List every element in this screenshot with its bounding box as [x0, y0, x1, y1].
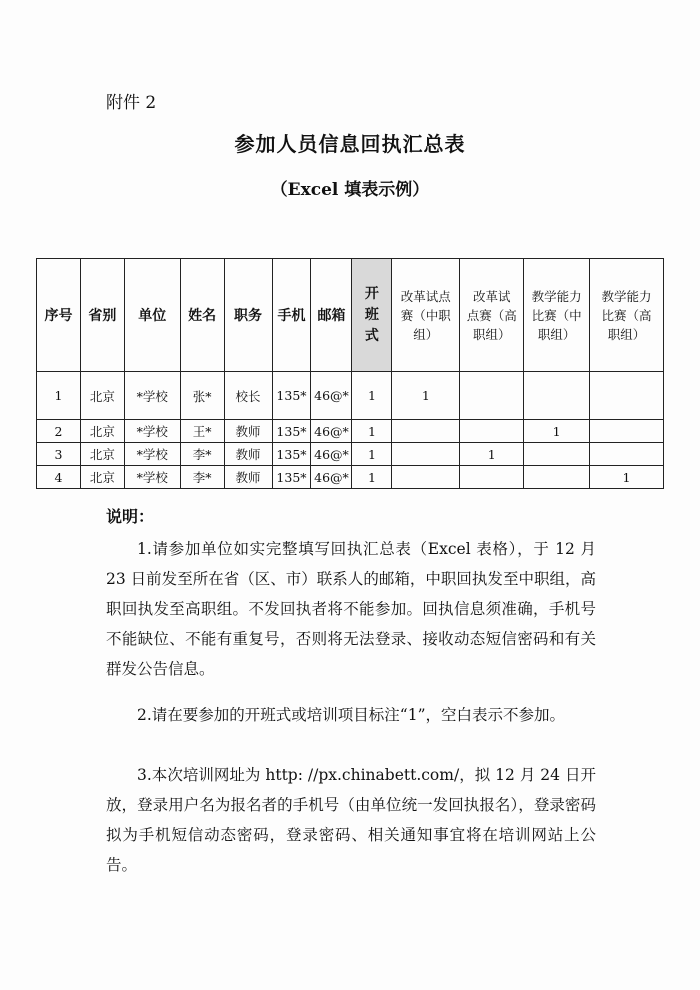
table-header-row	[37, 259, 664, 372]
table-cell: 1	[352, 466, 392, 489]
note-paragraph-2: 2.请在要参加的开班式或培训项目标注“1”，空白表示不参加。	[137, 706, 566, 724]
document-title: 参加人员信息回执汇总表	[234, 132, 466, 156]
table-cell: 北京	[80, 420, 124, 443]
table-cell: 135*	[272, 443, 311, 466]
table-cell: 李*	[180, 466, 224, 489]
table-cell: 校长	[224, 372, 272, 420]
document-subtitle: （Excel 填表示例）	[270, 180, 430, 200]
table-cell: 2	[37, 420, 81, 443]
header-cell: 手机	[272, 259, 311, 372]
table-cell: 3	[37, 443, 81, 466]
table-row	[37, 466, 664, 489]
table-cell	[590, 443, 664, 466]
table-cell: *学校	[124, 466, 180, 489]
table-cell: 张*	[180, 372, 224, 420]
table-row	[37, 372, 664, 420]
table-cell: 教师	[224, 443, 272, 466]
header-cell: 改革试点 赛（中职 组）	[392, 259, 460, 372]
table-cell: *学校	[124, 443, 180, 466]
table-cell: *学校	[124, 372, 180, 420]
table-row	[37, 420, 664, 443]
note-paragraph-3: 3.本次培训网址为 http: //px.chinabett.com/，拟 12 月 24 日开放，登录用户名为报名者的手机号（由单位统一发回执报名），登录密码拟为手机短信动态密码，登录密码、相关通知事宜将在培训网站上公告。	[106, 766, 596, 874]
participant-table	[36, 258, 664, 489]
table-cell: 1	[37, 372, 81, 420]
table-cell: 46@*	[311, 466, 352, 489]
table-cell	[524, 443, 590, 466]
table-cell: 135*	[272, 466, 311, 489]
table-cell	[460, 420, 524, 443]
table-cell: 教师	[224, 420, 272, 443]
table-cell: *学校	[124, 420, 180, 443]
table-cell: 北京	[80, 443, 124, 466]
table-cell: 1	[392, 372, 460, 420]
table-row	[37, 443, 664, 466]
table-cell	[524, 372, 590, 420]
table-cell: 北京	[80, 372, 124, 420]
table-cell: 北京	[80, 466, 124, 489]
header-cell: 改革试 点赛（高 职组）	[460, 259, 524, 372]
table-cell: 1	[590, 466, 664, 489]
table-cell: 1	[352, 372, 392, 420]
table-cell: 46@*	[311, 443, 352, 466]
header-cell: 职务	[224, 259, 272, 372]
header-cell: 教学能力 比赛（高 职组）	[590, 259, 664, 372]
table-cell: 46@*	[311, 420, 352, 443]
table-cell	[460, 372, 524, 420]
header-cell-opening: 开 班 式	[352, 259, 392, 372]
table-cell	[590, 372, 664, 420]
table-cell	[392, 420, 460, 443]
table-cell	[524, 466, 590, 489]
table-cell: 46@*	[311, 372, 352, 420]
header-cell: 省别	[80, 259, 124, 372]
header-cell: 单位	[124, 259, 180, 372]
table-cell	[392, 443, 460, 466]
header-cell: 序号	[37, 259, 81, 372]
table-cell: 4	[37, 466, 81, 489]
table-cell: 李*	[180, 443, 224, 466]
header-cell: 姓名	[180, 259, 224, 372]
table-cell: 1	[352, 443, 392, 466]
table-cell	[460, 466, 524, 489]
table-cell: 1	[524, 420, 590, 443]
header-cell: 教学能力 比赛（中 职组）	[524, 259, 590, 372]
table-cell: 135*	[272, 420, 311, 443]
attachment-label: 附件 2	[106, 93, 157, 113]
table-cell	[590, 420, 664, 443]
table-cell: 1	[352, 420, 392, 443]
notes-heading: 说明：	[106, 507, 155, 526]
table-cell: 135*	[272, 372, 311, 420]
table-cell	[392, 466, 460, 489]
table-cell: 王*	[180, 420, 224, 443]
header-cell: 邮箱	[311, 259, 352, 372]
table-cell: 教师	[224, 466, 272, 489]
table-cell: 1	[460, 443, 524, 466]
note-paragraph-1: 1.请参加单位如实完整填写回执汇总表（Excel 表格），于 12 月 23 日前发至所在省（区、市）联系人的邮箱，中职回执发至中职组，高职回执发至高职组。不发回执者将不能参加。回执信息须准确，手机号不能缺位、不能有重复号，否则将无法登录、接收动态短信密码和有关群发公告信息。	[106, 540, 596, 678]
